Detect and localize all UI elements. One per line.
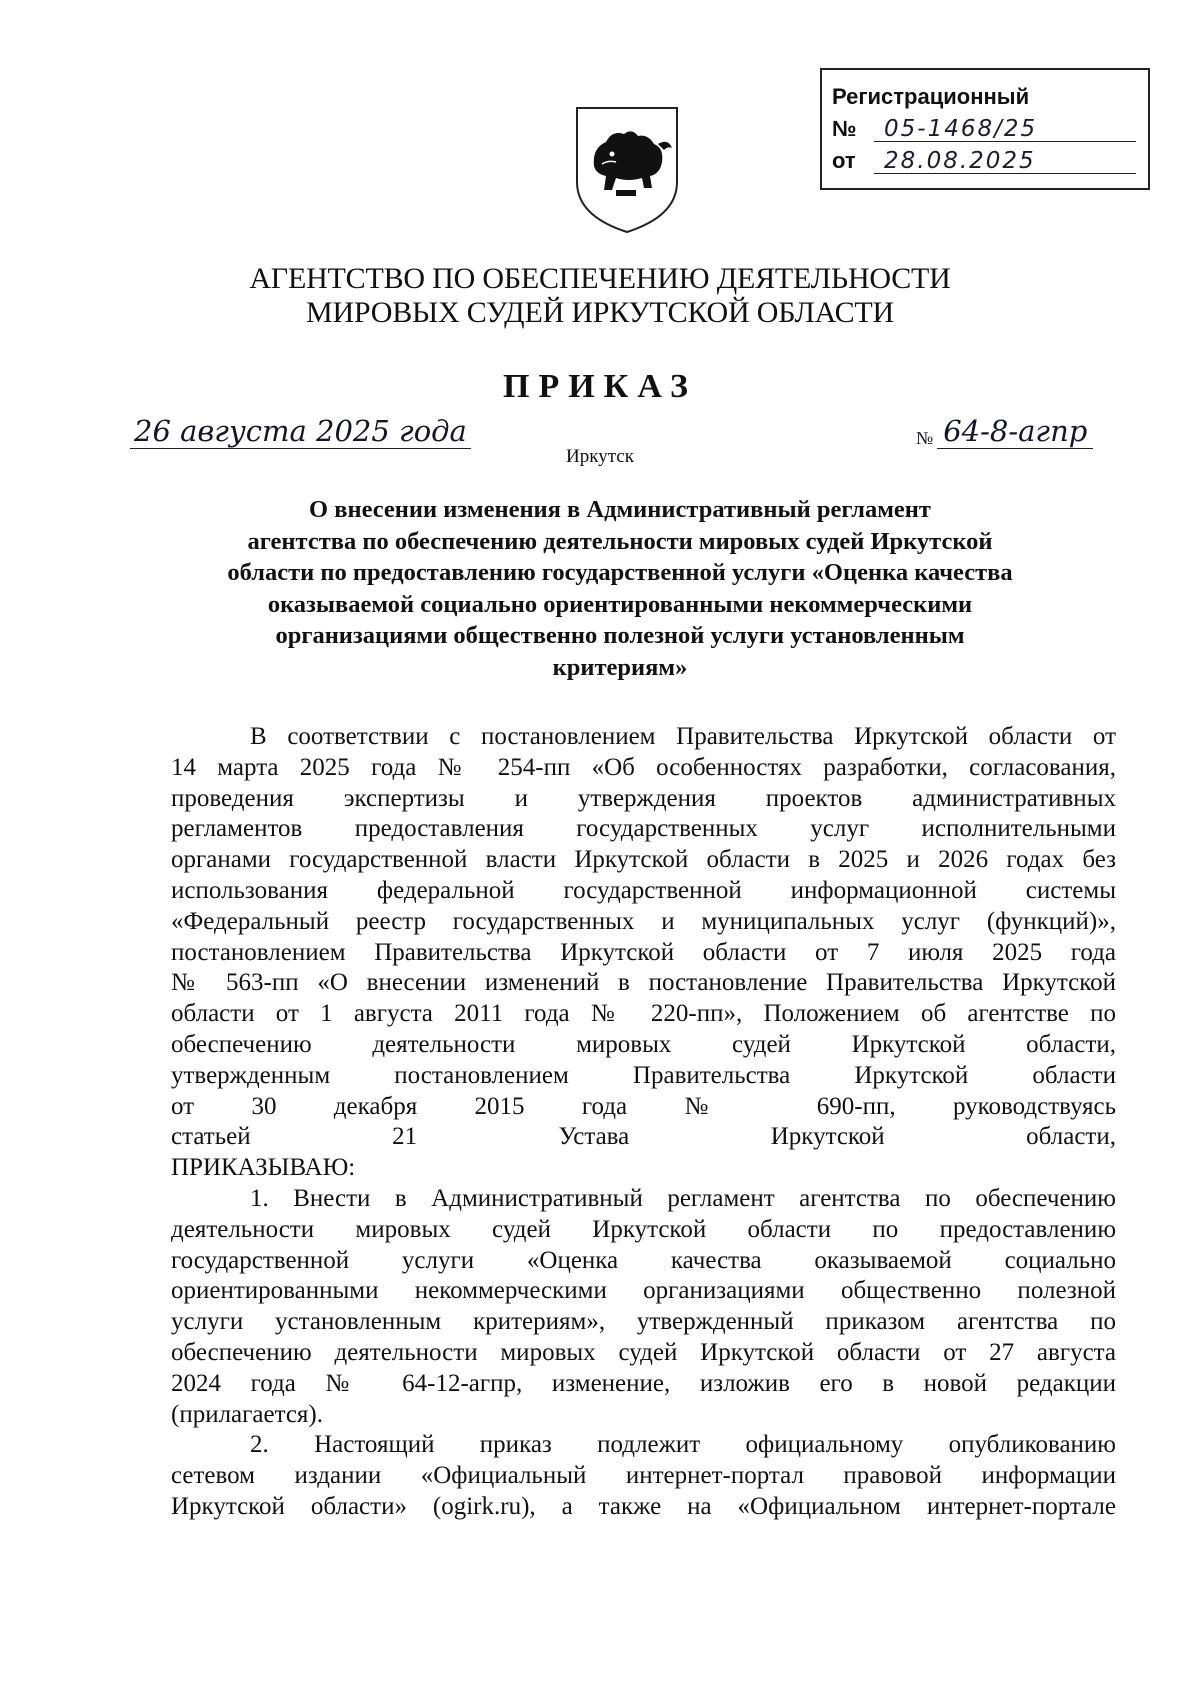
item-1-paragraph: [171, 1184, 1116, 1430]
registration-stamp: [820, 68, 1150, 190]
stamp-number-row: [832, 116, 1136, 142]
title-line: О внесении изменения в Административный регламент: [309, 496, 931, 523]
document-type: ПРИКАЗ: [503, 368, 697, 405]
body-line: утвержденным постановлением Правительства Иркутской области: [171, 1061, 1116, 1089]
stamp-date-label: от: [832, 148, 856, 173]
agency-name: [0, 262, 1200, 330]
stamp-number-label: №: [832, 116, 857, 141]
body-line: обеспечению деятельности мировых судей Иркутской области,: [171, 1030, 1116, 1058]
agency-line-2: МИРОВЫХ СУДЕЙ ИРКУТСКОЙ ОБЛАСТИ: [305, 296, 895, 329]
body-line: регламентов предоставления государственных услуг исполнительными: [171, 815, 1116, 843]
body-line: 2. Настоящий приказ подлежит официальному опубликованию: [250, 1431, 1116, 1459]
body-line: (прилагается).: [171, 1400, 324, 1428]
body-line: государственной услуги «Оценка качества оказываемой социально: [171, 1246, 1116, 1274]
order-number-prefix: №: [916, 428, 934, 448]
body-line: В соответствии с постановлением Правительства Иркутской области от: [250, 723, 1116, 750]
body-line: органами государственной власти Иркутской области в 2025 и 2026 годах без: [171, 846, 1116, 874]
stamp-title: Регистрационный: [832, 84, 1030, 109]
stamp-date-row: [832, 148, 1136, 174]
body-line: ориентированными некоммерческими организациями общественно полезной: [171, 1277, 1116, 1305]
item-2-paragraph: [171, 1430, 1116, 1522]
title-line: критериям»: [552, 653, 688, 681]
stamp-number-value: 05-1468/25: [874, 116, 1136, 142]
body-line: «Федеральный реестр государственных и муниципальных услуг (функций)»,: [171, 907, 1116, 935]
body-line: обеспечению деятельности мировых судей Иркутской области от 27 августа: [171, 1338, 1116, 1366]
order-body: [171, 722, 1116, 1523]
order-title: [170, 494, 1070, 683]
body-line: 14 марта 2025 года № 254-пп «Об особенностях разработки, согласования,: [171, 753, 1116, 781]
city: Иркутск: [566, 446, 634, 467]
body-line: статьей 21 Устава Иркутской области,: [171, 1123, 1116, 1151]
order-word: ПРИКАЗЫВАЮ:: [171, 1154, 356, 1182]
body-line: проведения экспертизы и утверждения проектов административных: [171, 784, 1116, 812]
preamble-paragraph: [171, 722, 1116, 1184]
body-line: услуги установленным критериям», утвержденный приказом агентства по: [171, 1308, 1116, 1336]
body-line: области от 1 августа 2011 года № 220-пп», Положением об агентстве по: [171, 1000, 1116, 1028]
order-number: [916, 414, 1093, 449]
coat-of-arms-emblem: [572, 104, 682, 236]
order-date: [130, 414, 471, 448]
title-line: оказываемой социально ориентированными некоммерческими: [267, 590, 973, 618]
body-line: деятельности мировых судей Иркутской области по предоставлению: [171, 1215, 1116, 1243]
body-line: от 30 декабря 2015 года № 690-пп, руководствуясь: [171, 1092, 1116, 1120]
title-line: агентства по обеспечению деятельности мировых судей Иркутской: [247, 527, 993, 555]
body-line: Иркутской области» (ogirk.ru), а также на «Официальном интернет-портале: [171, 1492, 1116, 1520]
agency-line-1: АГЕНТСТВО ПО ОБЕСПЕЧЕНИЮ ДЕЯТЕЛЬНОСТИ: [249, 262, 951, 295]
body-line: 1. Внести в Административный регламент агентства по обеспечению: [250, 1184, 1116, 1212]
order-number-handwritten: 64-8-агпр: [937, 414, 1093, 449]
body-line: № 563-пп «О внесении изменений в постановление Правительства Иркутской: [171, 969, 1116, 997]
body-line: постановлением Правительства Иркутской области от 7 июля 2025 года: [171, 938, 1116, 966]
order-date-handwritten: 26 августа 2025 года: [130, 414, 471, 449]
body-line: использования федеральной государственной информационной системы: [171, 876, 1116, 904]
title-line: области по предоставлению государственной услуги «Оценка качества: [227, 559, 1013, 586]
title-line: организациями общественно полезной услуги установленным: [275, 622, 965, 649]
body-line: сетевом издании «Официальный интернет-портал правовой информации: [171, 1462, 1116, 1490]
stamp-date-value: 28.08.2025: [874, 148, 1136, 174]
body-line: 2024 года № 64-12-агпр, изменение, изложив его в новой редакции: [171, 1369, 1116, 1397]
